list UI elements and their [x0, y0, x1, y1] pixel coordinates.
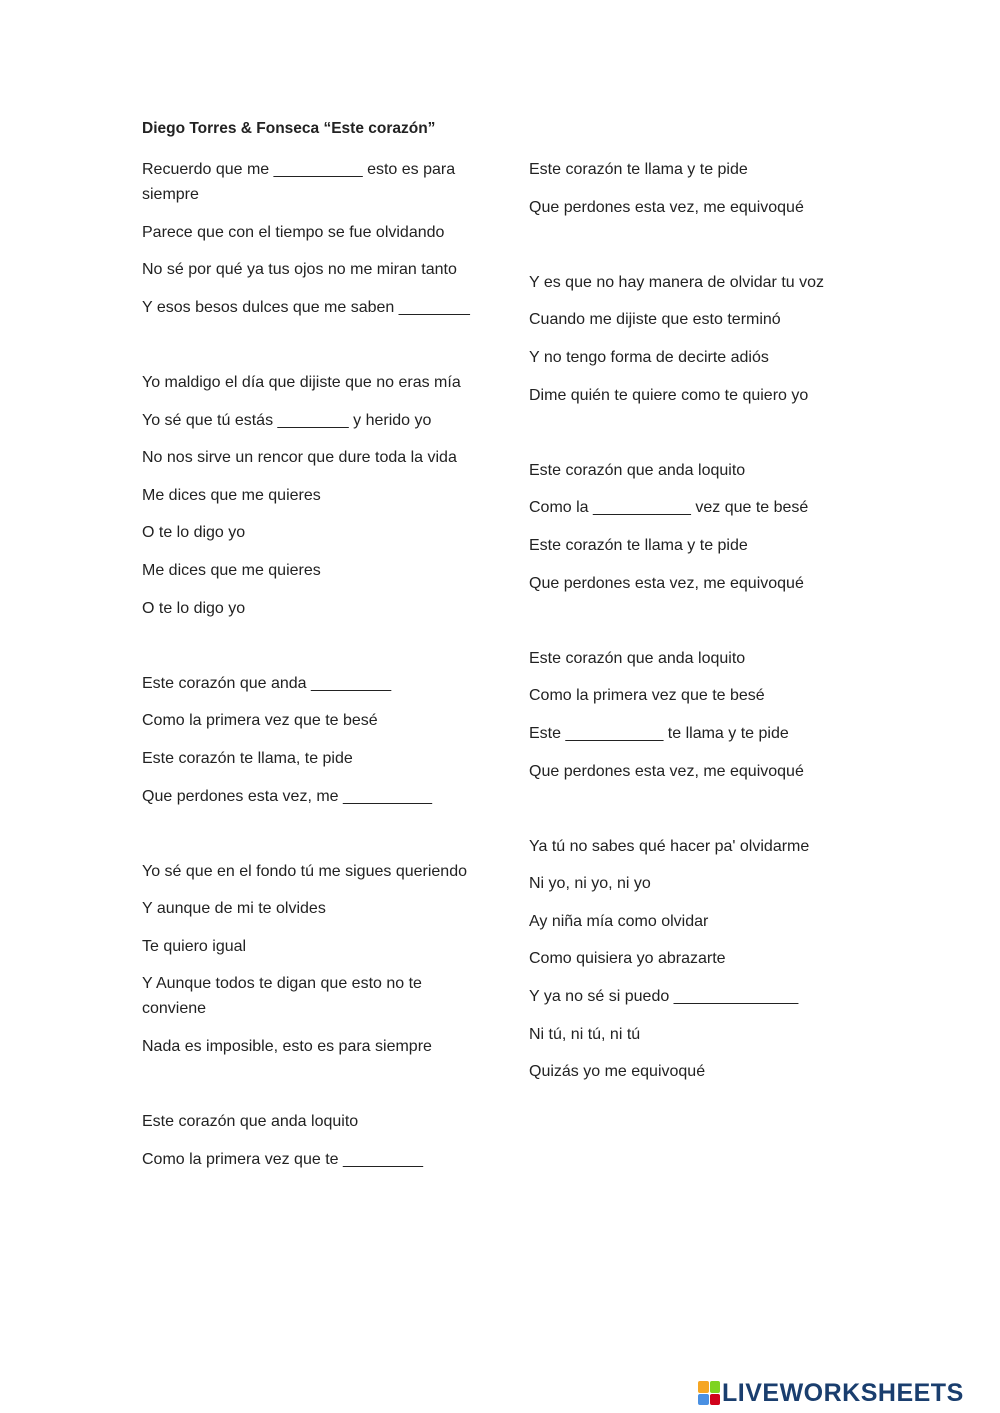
lyric-line: Y es que no hay manera de olvidar tu voz	[529, 273, 824, 291]
logo-tile-3	[698, 1394, 709, 1406]
lyric-line: Que perdones esta vez, me equivoqué	[529, 762, 804, 780]
lyric-line: O te lo digo yo	[142, 599, 246, 617]
lyric-line: Este corazón te llama, te pide	[142, 749, 353, 767]
stanza-gap	[142, 821, 477, 846]
lyric-line: Este corazón que anda loquito	[529, 461, 746, 479]
lyrics-right-column	[529, 157, 859, 1097]
lyric-line: Cuando me dijiste que esto terminó	[529, 311, 781, 329]
lyric-line: Y aunque de mi te olvides	[142, 900, 326, 918]
lyric-line: Este corazón que anda _________	[142, 674, 392, 692]
logo-tile-2	[710, 1381, 721, 1393]
lyric-line: Me dices que me quieres	[142, 486, 321, 504]
lyric-line: Dime quién te quiere como te quiero yo	[529, 386, 809, 404]
stanza-gap	[142, 332, 477, 357]
lyric-line: Como quisiera yo abrazarte	[529, 950, 726, 968]
lyric-line: Como la ___________ vez que te besé	[529, 499, 809, 517]
lyric-line: Yo maldigo el día que dijiste que no eras mía	[142, 373, 461, 391]
lyric-line: No sé por qué ya tus ojos no me miran tanto	[142, 261, 457, 279]
lyric-line: Como la primera vez que te besé	[142, 712, 378, 730]
lyric-line: Nada es imposible, esto es para siempre	[142, 1038, 432, 1056]
lyric-line: Este ___________ te llama y te pide	[529, 724, 789, 742]
lyric-line: Este corazón te llama y te pide	[529, 161, 748, 178]
liveworksheets-wordmark: LIVEWORKSHEETS	[722, 1378, 964, 1407]
lyric-line: Este corazón que anda loquito	[529, 649, 746, 667]
lyric-line: Y ya no sé si puedo ______________	[529, 988, 799, 1006]
lyric-line: No nos sirve un rencor que dure toda la vida	[142, 449, 457, 467]
lyric-line: Parece que con el tiempo se fue olvidando	[142, 223, 445, 241]
lyric-line: Quizás yo me equivoqué	[529, 1063, 706, 1081]
lyric-line: Me dices que me quieres	[142, 561, 321, 579]
lyric-line: Y no tengo forma de decirte adiós	[529, 348, 769, 366]
lyric-line: Como la primera vez que te besé	[529, 687, 765, 705]
lyrics-left-column	[142, 157, 477, 1184]
stanza-gap	[529, 232, 859, 257]
lyric-line: Este corazón te llama y te pide	[529, 536, 748, 554]
liveworksheets-logo-icon	[698, 1381, 720, 1405]
lyric-line: Este corazón que anda loquito	[142, 1113, 359, 1131]
lyric-line: Recuerdo que me __________ esto es para siempre	[142, 161, 456, 203]
lyric-line: Te quiero igual	[142, 937, 247, 955]
lyric-line: Yo sé que en el fondo tú me sigues queriendo	[142, 862, 467, 880]
lyric-line: Que perdones esta vez, me __________	[142, 787, 432, 805]
liveworksheets-logo[interactable]	[698, 1378, 964, 1408]
lyric-line: Ya tú no sabes qué hacer pa' olvidarme	[529, 837, 810, 855]
lyric-line: Ni yo, ni yo, ni yo	[529, 875, 651, 893]
lyric-line: Como la primera vez que te _________	[142, 1150, 424, 1168]
lyric-line: Que perdones esta vez, me equivoqué	[529, 198, 804, 216]
stanza-gap	[529, 796, 859, 821]
logo-tile-4	[710, 1394, 721, 1406]
lyric-line: Yo sé que tú estás ________ y herido yo	[142, 411, 432, 429]
stanza-gap	[529, 420, 859, 445]
lyric-line: Ay niña mía como olvidar	[529, 912, 709, 930]
lyric-line: Y Aunque todos te digan que esto no te conviene	[142, 975, 422, 1018]
lyric-line: Ni tú, ni tú, ni tú	[529, 1025, 641, 1043]
song-title: Diego Torres & Fonseca “Este corazón”	[142, 120, 436, 137]
stanza-gap	[142, 633, 477, 658]
stanza-gap	[142, 1072, 477, 1097]
lyric-line: Que perdones esta vez, me equivoqué	[529, 574, 804, 592]
lyric-line: O te lo digo yo	[142, 524, 246, 542]
lyric-line: Y esos besos dulces que me saben ________	[142, 298, 470, 316]
logo-tile-1	[698, 1381, 709, 1393]
stanza-gap	[529, 608, 859, 633]
